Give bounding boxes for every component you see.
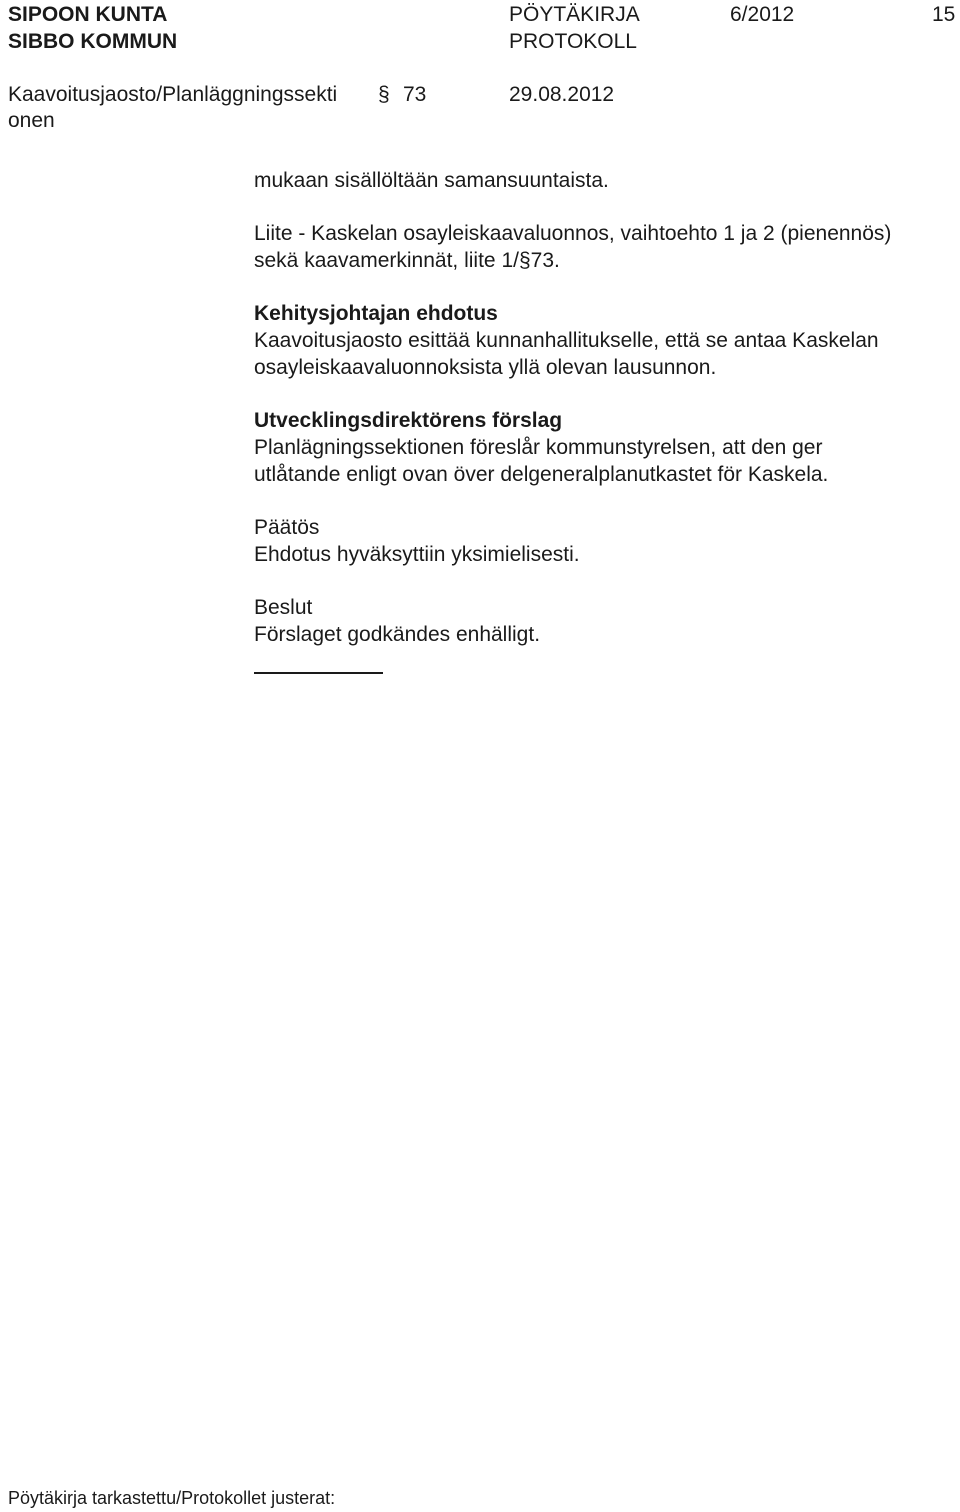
proposal-fi-text-line1: Kaavoitusjaosto esittää kunnanhallitukselle, että se antaa Kaskelan <box>254 329 879 352</box>
issue-number: 6/2012 <box>730 3 795 26</box>
proposal-fi-heading: Kehitysjohtajan ehdotus <box>254 302 498 325</box>
proposal-sv-heading: Utvecklingsdirektörens förslag <box>254 409 563 432</box>
proposal-sv-text-line1: Planlägningssektionen föreslår kommunstyrelsen, att den ger <box>254 436 823 459</box>
continuation-paragraph: mukaan sisällöltään samansuuntaista. <box>254 169 609 192</box>
decision-sv-section <box>254 594 958 648</box>
committee-name-line2: onen <box>8 109 55 132</box>
proposal-sv-section <box>254 407 958 488</box>
section-end-rule <box>254 672 383 674</box>
doctype-sv: PROTOKOLL <box>509 30 637 53</box>
decision-sv-text: Förslaget godkändes enhälligt. <box>254 623 541 646</box>
decision-fi-heading: Päätös <box>254 516 320 539</box>
page-number: 15 <box>932 3 956 26</box>
org-name-sv: SIBBO KOMMUN <box>8 30 178 53</box>
proposal-fi-text-line2: osayleiskaavaluonnoksista yllä olevan lausunnon. <box>254 356 717 379</box>
section-sign: § <box>378 83 390 106</box>
verification-label: Pöytäkirja tarkastettu/Protokollet justerat: <box>8 1488 336 1508</box>
section-number: 73 <box>403 83 427 106</box>
decision-fi-text: Ehdotus hyväksyttiin yksimielisesti. <box>254 543 580 566</box>
committee-name-line1: Kaavoitusjaosto/Planläggningssekti <box>8 83 338 106</box>
decision-sv-heading: Beslut <box>254 596 313 619</box>
decision-fi-section <box>254 514 958 568</box>
org-name-fi: SIPOON KUNTA <box>8 3 168 26</box>
attachment-paragraph: Liite - Kaskelan osayleiskaavaluonnos, vaihtoehto 1 ja 2 (pienennös) sekä kaavamerkinnät, liite 1/§73. <box>254 222 892 272</box>
doctype-fi: PÖYTÄKIRJA <box>509 3 640 26</box>
proposal-fi-section <box>254 300 958 381</box>
meeting-date: 29.08.2012 <box>509 83 615 106</box>
proposal-sv-text-line2: utlåtande enligt ovan över delgeneralplanutkastet för Kaskela. <box>254 463 829 486</box>
